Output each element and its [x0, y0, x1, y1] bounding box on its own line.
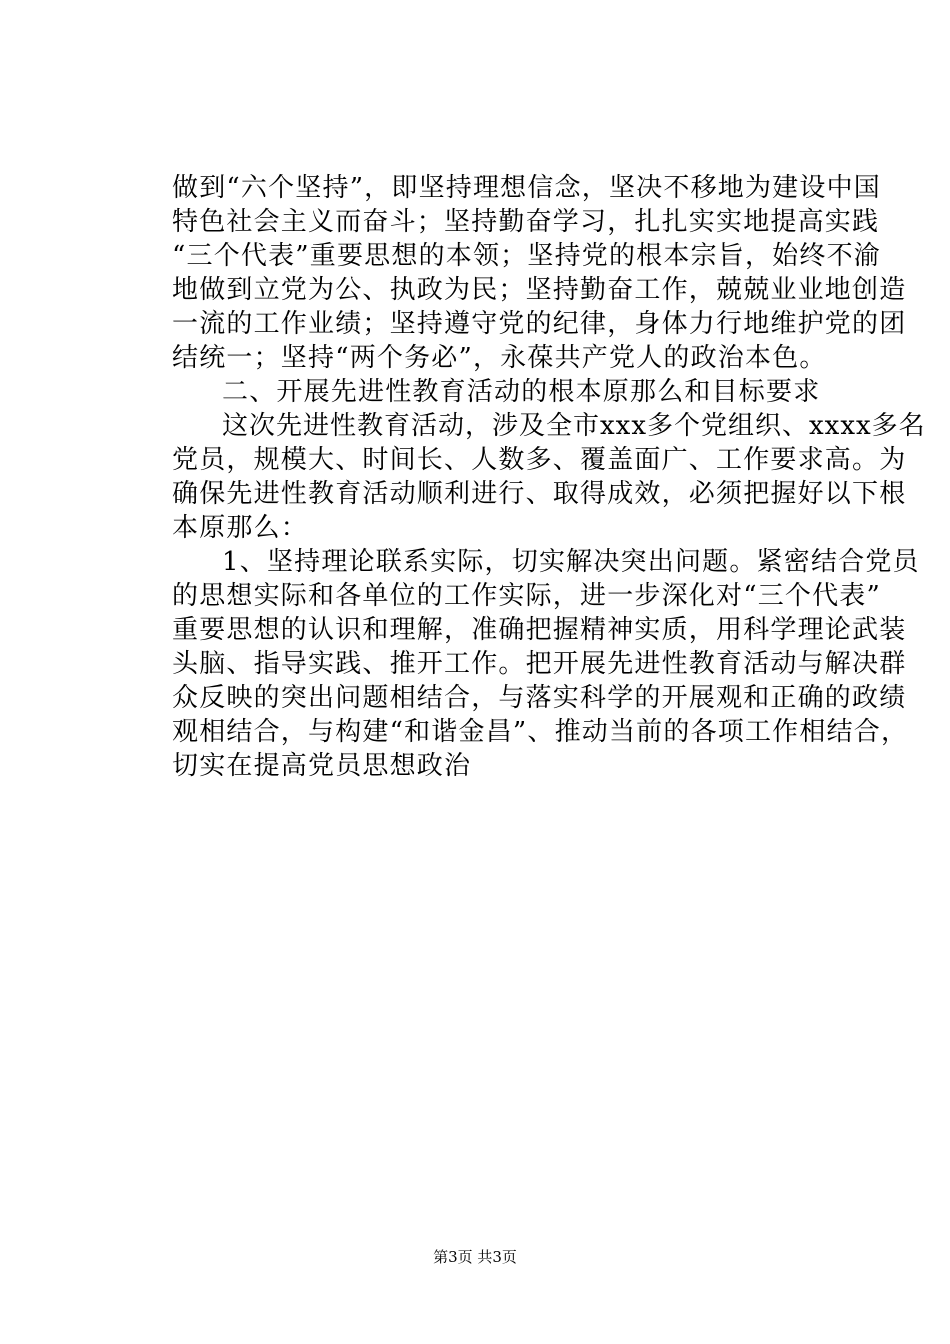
body-text-line: 众反映的突出问题相结合，与落实科学的开展观和正确的政绩: [172, 683, 907, 713]
body-text-line: 的思想实际和各单位的工作实际，进一步深化对“三个代表”: [172, 581, 881, 611]
body-text-line: 特色社会主义而奋斗；坚持勤奋学习，扎扎实实地提高实践: [172, 207, 880, 237]
body-text-line: 切实在提高党员思想政治: [172, 751, 472, 781]
body-text-line: 这次先进性教育活动，涉及全市xxx多个党组织、xxxx多名: [222, 411, 926, 441]
body-text-line: 头脑、指导实践、推开工作。把开展先进性教育活动与解决群: [172, 649, 907, 679]
body-text-line: 本原那么：: [172, 513, 309, 543]
body-text-line: 做到“六个坚持”，即坚持理想信念，坚决不移地为建设中国: [172, 173, 881, 203]
body-text-line: 一流的工作业绩；坚持遵守党的纪律，身体力行地维护党的团: [172, 309, 907, 339]
numbered-item-line: 1、坚持理论联系实际，切实解决突出问题。紧密结合党员: [222, 547, 920, 577]
body-text-line: 地做到立党为公、执政为民；坚持勤奋工作，兢兢业业地创造: [172, 275, 907, 305]
section-heading: 二、开展先进性教育活动的根本原那么和目标要求: [222, 377, 821, 407]
page-number-footer: 第3页 共3页: [433, 1248, 517, 1266]
body-text-line: 观相结合，与构建“和谐金昌”、推动当前的各项工作相结合，: [172, 717, 909, 747]
body-text-line: 重要思想的认识和理解，准确把握精神实质，用科学理论武装: [172, 615, 907, 645]
body-text-line: “三个代表”重要思想的本领；坚持党的根本宗旨，始终不渝: [172, 241, 881, 271]
body-text-line: 确保先进性教育活动顺利进行、取得成效，必须把握好以下根: [172, 479, 907, 509]
body-text-line: 结统一；坚持“两个务必”，永葆共产党人的政治本色。: [172, 343, 827, 373]
body-text-line: 党员，规模大、时间长、人数多、覆盖面广、工作要求高。为: [172, 445, 907, 475]
